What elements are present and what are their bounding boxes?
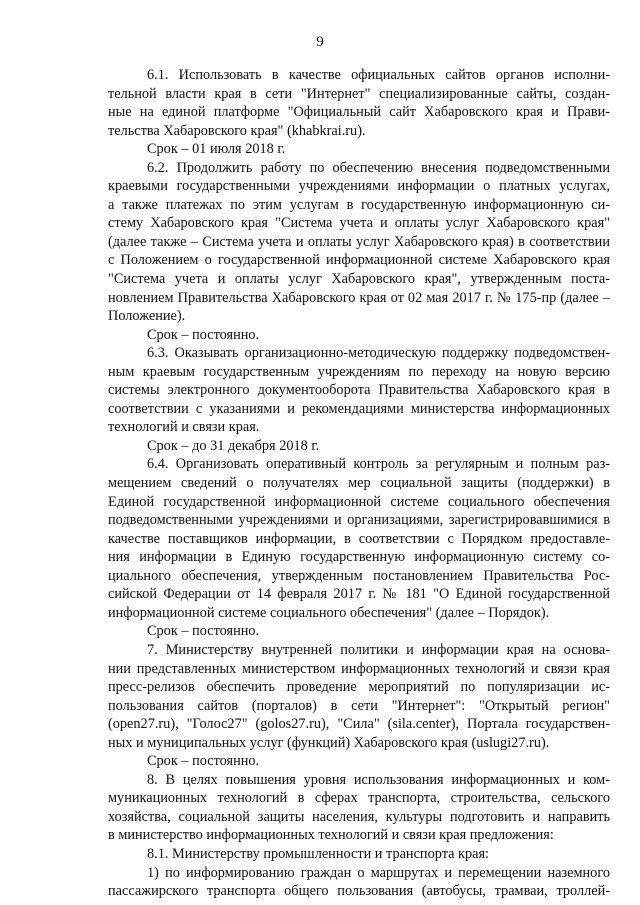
document-body: [108, 66, 610, 901]
text-line: 6.2. Продолжить работу по обеспечению внесения подведомственными: [147, 159, 610, 176]
text-line: циального обеспечения, утвержденным постановлением Правительства Рос-: [108, 567, 610, 584]
text-line: соответствии с указаниями и рекомендациями министерства информационных: [108, 400, 610, 417]
text-line: тельства Хабаровского края" (khabkrai.ru).: [108, 122, 366, 139]
text-line: информационной системе социального обеспечения" (далее – Порядок).: [108, 604, 550, 621]
text-line: стему Хабаровского края "Система учета и оплаты услуг Хабаровского края": [108, 215, 610, 232]
text-line: 6.4. Организовать оперативный контроль за регулярным и полным раз-: [147, 456, 610, 473]
text-line: новлением Правительства Хабаровского края от 02 мая 2017 г. № 175-пр (далее –: [108, 289, 610, 306]
text-line: пользования сайтов (порталов) в сети "Интернет": "Открытый регион": [108, 697, 610, 714]
text-line: нии представленных министерством информационных технологий и связи края: [108, 660, 610, 677]
text-line: ния информации в Единую государственную информационную систему со-: [108, 549, 610, 566]
text-line: в министерство информационных технологий и связи края предложения:: [108, 827, 554, 844]
text-line: хозяйства, социальной защиты населения, культуры подготовить и направить: [108, 808, 610, 825]
text-line: Срок – постоянно.: [147, 753, 260, 770]
text-line: муникационных технологий в сферах транспорта, строительства, сельского: [108, 790, 610, 807]
text-line: пресс-релизов обеспечить проведение мероприятий по популяризации ис-: [108, 679, 610, 696]
text-line: подведомственными учреждениями и организациями, зарегистрировавшимися в: [108, 512, 610, 529]
text-line: (далее также – Система учета и оплаты услуг Хабаровского края) в соответствии: [108, 233, 610, 250]
text-line: качестве поставщиков информации, в соответствии с Порядком предоставле-: [108, 530, 610, 547]
text-line: 6.1. Использовать в качестве официальных сайтов органов исполни-: [147, 67, 610, 83]
text-line: 1) по информированию граждан о маршрутах и перемещении наземного: [147, 864, 610, 881]
text-line: Срок – 01 июля 2018 г.: [147, 141, 286, 158]
text-line: 7. Министерству внутренней политики и информации края на основа-: [147, 641, 610, 658]
text-line: тельной власти края в сети "Интернет" специализированные сайты, создан-: [108, 85, 610, 102]
text-line: Срок – постоянно.: [147, 326, 260, 343]
text-line: ные на единой платформе "Официальный сайт Хабаровского края и Прави-: [108, 104, 610, 121]
text-line: а также платежах по этим услугам в государственную информационную си-: [108, 196, 610, 213]
text-line: мещением сведений о получателях мер социальной защиты (поддержки) в: [108, 475, 610, 492]
text-line: 8.1. Министерству промышленности и транспорта края:: [147, 845, 490, 862]
text-line: (open27.ru), "Голос27" (golos27.ru), "Сила" (sila.center), Портала государствен-: [108, 716, 610, 733]
page-number: 9: [316, 34, 324, 50]
text-line: ным краевым государственным учреждениям по переходу на новую версию: [108, 363, 610, 380]
text-line: Срок – постоянно.: [147, 623, 260, 640]
text-line: с Положением о государственной информационной системе Хабаровского края: [108, 252, 610, 269]
text-line: краевыми государственными учреждениями информации о платных услугах,: [108, 178, 610, 195]
text-line: Единой государственной информационной системе социального обеспечения: [108, 493, 610, 510]
text-line: ных и муниципальных услуг (функций) Хабаровского края (uslugi27.ru).: [108, 734, 550, 751]
text-line: 8. В целях повышения уровня использования информационных и ком-: [147, 771, 610, 788]
text-line: технологий и связи края.: [108, 419, 260, 436]
text-line: "Система учета и оплаты услуг Хабаровского края", утвержденным поста-: [108, 271, 610, 288]
text-line: сийской Федерации от 14 февраля 2017 г. № 181 "О Единой государственной: [108, 586, 610, 603]
text-line: системы электронного документооборота Правительства Хабаровского края в: [108, 382, 610, 399]
text-line: Срок – до 31 декабря 2018 г.: [147, 437, 320, 454]
text-line: 6.3. Оказывать организационно-методическую поддержку подведомствен-: [147, 345, 610, 362]
text-line: пассажирского транспорта общего пользования (автобусы, трамваи, троллей-: [108, 883, 610, 900]
text-line: Положение).: [108, 308, 186, 325]
